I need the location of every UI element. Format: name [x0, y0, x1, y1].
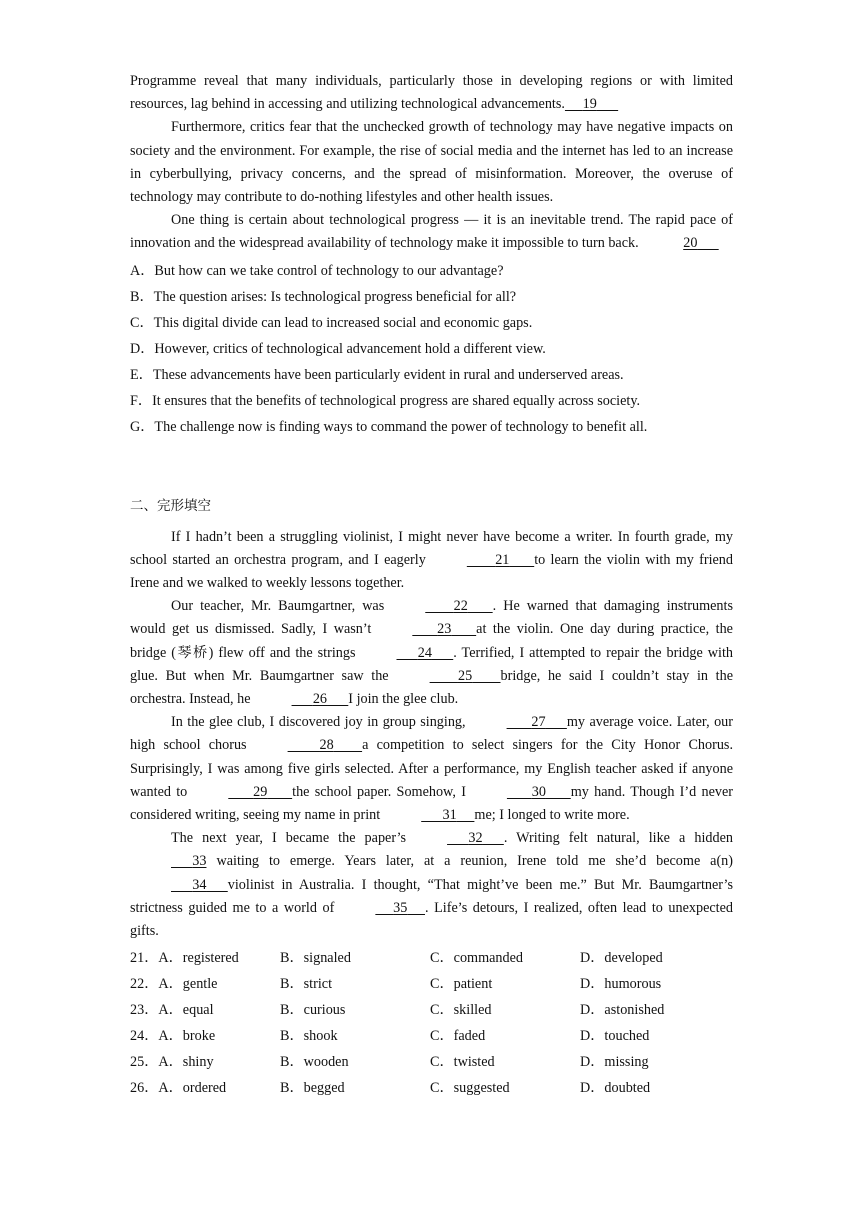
answer-blank — [380, 804, 474, 827]
question-options-table — [130, 945, 733, 1101]
option-b: B．The question arises: Is technological progress beneficial for all? — [130, 288, 517, 305]
choice-b: B．begged — [280, 1080, 345, 1097]
section-title: 二、完形填空 — [130, 497, 211, 514]
answer-blank — [466, 711, 567, 734]
answer-blank — [389, 665, 501, 688]
blank-number: 27 — [531, 714, 546, 731]
choice-a: 25．A．shiny — [130, 1054, 214, 1071]
text-run: In the glee club, I discovered joy in group singing, — [171, 714, 466, 731]
option-e: E．These advancements have been particularly evident in rural and underserved areas. — [130, 366, 624, 383]
choice-c: C．faded — [430, 1028, 486, 1045]
choice-d: D．developed — [580, 950, 663, 967]
answer-blank — [355, 642, 453, 665]
text-run: If I hadn’t been a struggling violinist, I might never have become a writer. In fourth grade, my school started an orchestra program, and I eagerly — [130, 528, 733, 568]
question-row — [130, 1023, 733, 1049]
answer-blank — [565, 93, 618, 116]
choice-c: C．suggested — [430, 1080, 510, 1097]
answer-blank — [406, 827, 504, 850]
question-row — [130, 997, 733, 1023]
text-run: at the violin. One day during practice, the bridge (琴桥) flew off and the strings — [130, 621, 733, 661]
question-row — [130, 971, 733, 997]
choice-b: B．wooden — [280, 1054, 349, 1071]
question-row — [130, 1075, 733, 1101]
text-run: the school paper. Somehow, I — [292, 783, 466, 800]
blank-number: 20 — [683, 235, 698, 252]
choice-b: B．shook — [280, 1028, 338, 1045]
cloze-paragraph-3 — [130, 711, 733, 827]
blank-number: 30 — [531, 783, 546, 800]
answer-blank — [247, 734, 362, 757]
blank-number: 28 — [319, 737, 334, 754]
text-run: . Writing felt natural, like a hidden — [503, 830, 733, 847]
question-row — [130, 945, 733, 971]
text-run: a competition to select singers for the City Honor Chorus. Surprisingly, I was among five girls selected. After a performance, my English teacher asked if anyone wanted to — [130, 737, 734, 800]
text-run: . Terrified, I attempted to repair the bridge with glue. But when Mr. Baumgartner saw the — [130, 644, 733, 684]
choice-c: C．skilled — [430, 1002, 492, 1019]
answer-blank — [466, 781, 571, 804]
choice-d: D．missing — [580, 1054, 649, 1071]
text-run: violinist in Australia. I thought, “That might’ve been me.” But Mr. Baumgartner’s strictness guided me to a world of — [130, 876, 733, 916]
blank-number: 34 — [192, 876, 207, 893]
blank-number: 22 — [453, 598, 468, 615]
text-run: waiting to emerge. Years later, at a reunion, Irene told me she’d become a(n) — [216, 853, 733, 870]
section-spacer — [130, 440, 733, 495]
blank-number: 21 — [495, 551, 510, 568]
answer-blank — [384, 595, 492, 618]
answer-blank — [251, 688, 349, 711]
choice-a: 21．A．registered — [130, 950, 239, 967]
answer-blank — [130, 850, 206, 873]
answer-blank — [130, 874, 228, 897]
paragraph-text: Programme reveal that many individuals, particularly those in developing regions or with limited resources, lag behind in accessing and utilizing technological advancements. — [130, 73, 733, 113]
cloze-paragraph-2 — [130, 595, 733, 711]
cloze-paragraph-4 — [130, 827, 733, 943]
option-d: D．However, critics of technological advancement hold a different view. — [130, 340, 546, 357]
answer-blank — [426, 549, 534, 572]
text-run: . He warned that damaging instruments would get us dismissed. Sadly, I wasn’t — [130, 598, 733, 638]
choice-b: B．strict — [280, 976, 333, 993]
choice-b: B．signaled — [280, 950, 351, 967]
choice-a: 23．A．equal — [130, 1002, 214, 1019]
text-run: . Life’s detours, I realized, often lead to unexpected gifts. — [130, 899, 734, 940]
answer-blank — [334, 897, 425, 920]
choice-a: 22．A．gentle — [130, 976, 218, 993]
option-g: G．The challenge now is finding ways to command the power of technology to benefit all. — [130, 418, 648, 435]
choice-d: D．astonished — [580, 1002, 665, 1019]
question-row — [130, 1049, 733, 1075]
blank-number: 33 — [192, 853, 207, 870]
reading-paragraph-2: Furthermore, critics fear that the unchecked growth of technology may have negative impacts on society and the environment. For example, the rise of social media and the internet has led to an increase in cyberbullying, privacy concerns, and the spread of misinformation. Moreover, the overuse of technology may contribute to do-nothing lifestyles and other health issues. — [130, 119, 733, 206]
answer-blank — [642, 232, 718, 255]
reading-paragraph-1 — [130, 70, 733, 116]
blank-number: 29 — [253, 783, 268, 800]
blank-number: 31 — [442, 807, 457, 824]
text-run: bridge, he said I couldn’t stay in the orchestra. Instead, he — [130, 667, 733, 708]
text-run: I join the glee club. — [348, 691, 459, 708]
answer-blank — [371, 618, 476, 641]
choice-c: C．commanded — [430, 950, 523, 967]
reading-paragraph-3 — [130, 209, 733, 255]
text-run: my hand. Though I’d never considered writing, seeing my name in print — [130, 783, 733, 824]
text-run: me; I longed to write more. — [474, 807, 630, 824]
blank-number: 23 — [437, 621, 452, 638]
blank-number: 19 — [582, 96, 597, 113]
answer-blank — [187, 781, 292, 804]
cloze-paragraph-1 — [130, 526, 733, 596]
blank-number: 26 — [312, 691, 328, 708]
choice-c: C．patient — [430, 976, 493, 993]
paragraph-text: One thing is certain about technological progress — it is an inevitable trend. The rapid pace of innovation and the widespread availability of technology make it impossible to turn back. — [130, 212, 733, 252]
choice-b: B．curious — [280, 1002, 346, 1019]
blank-number: 35 — [393, 899, 408, 916]
blank-number: 24 — [417, 644, 432, 661]
text-run: to learn the violin with my friend Irene and we walked to weekly lessons together. — [130, 551, 733, 592]
choice-d: D．touched — [580, 1028, 650, 1045]
text-run: Our teacher, Mr. Baumgartner, was — [171, 598, 385, 615]
document-page — [130, 70, 733, 1101]
blank-number: 25 — [457, 667, 473, 684]
choice-a: 24．A．broke — [130, 1028, 216, 1045]
reading-options-list — [130, 258, 733, 440]
blank-number: 32 — [468, 830, 483, 847]
choice-a: 26．A．ordered — [130, 1080, 227, 1097]
option-f: F．It ensures that the benefits of technological progress are shared equally across society. — [130, 392, 641, 409]
choice-c: C．twisted — [430, 1054, 495, 1071]
text-run: The next year, I became the paper’s — [171, 830, 407, 847]
choice-d: D．humorous — [580, 976, 662, 993]
choice-d: D．doubted — [580, 1080, 651, 1097]
option-a: A．But how can we take control of technology to our advantage? — [130, 262, 504, 279]
option-c: C．This digital divide can lead to increased social and economic gaps. — [130, 314, 533, 331]
text-run: my average voice. Later, our high school chorus — [130, 714, 733, 754]
